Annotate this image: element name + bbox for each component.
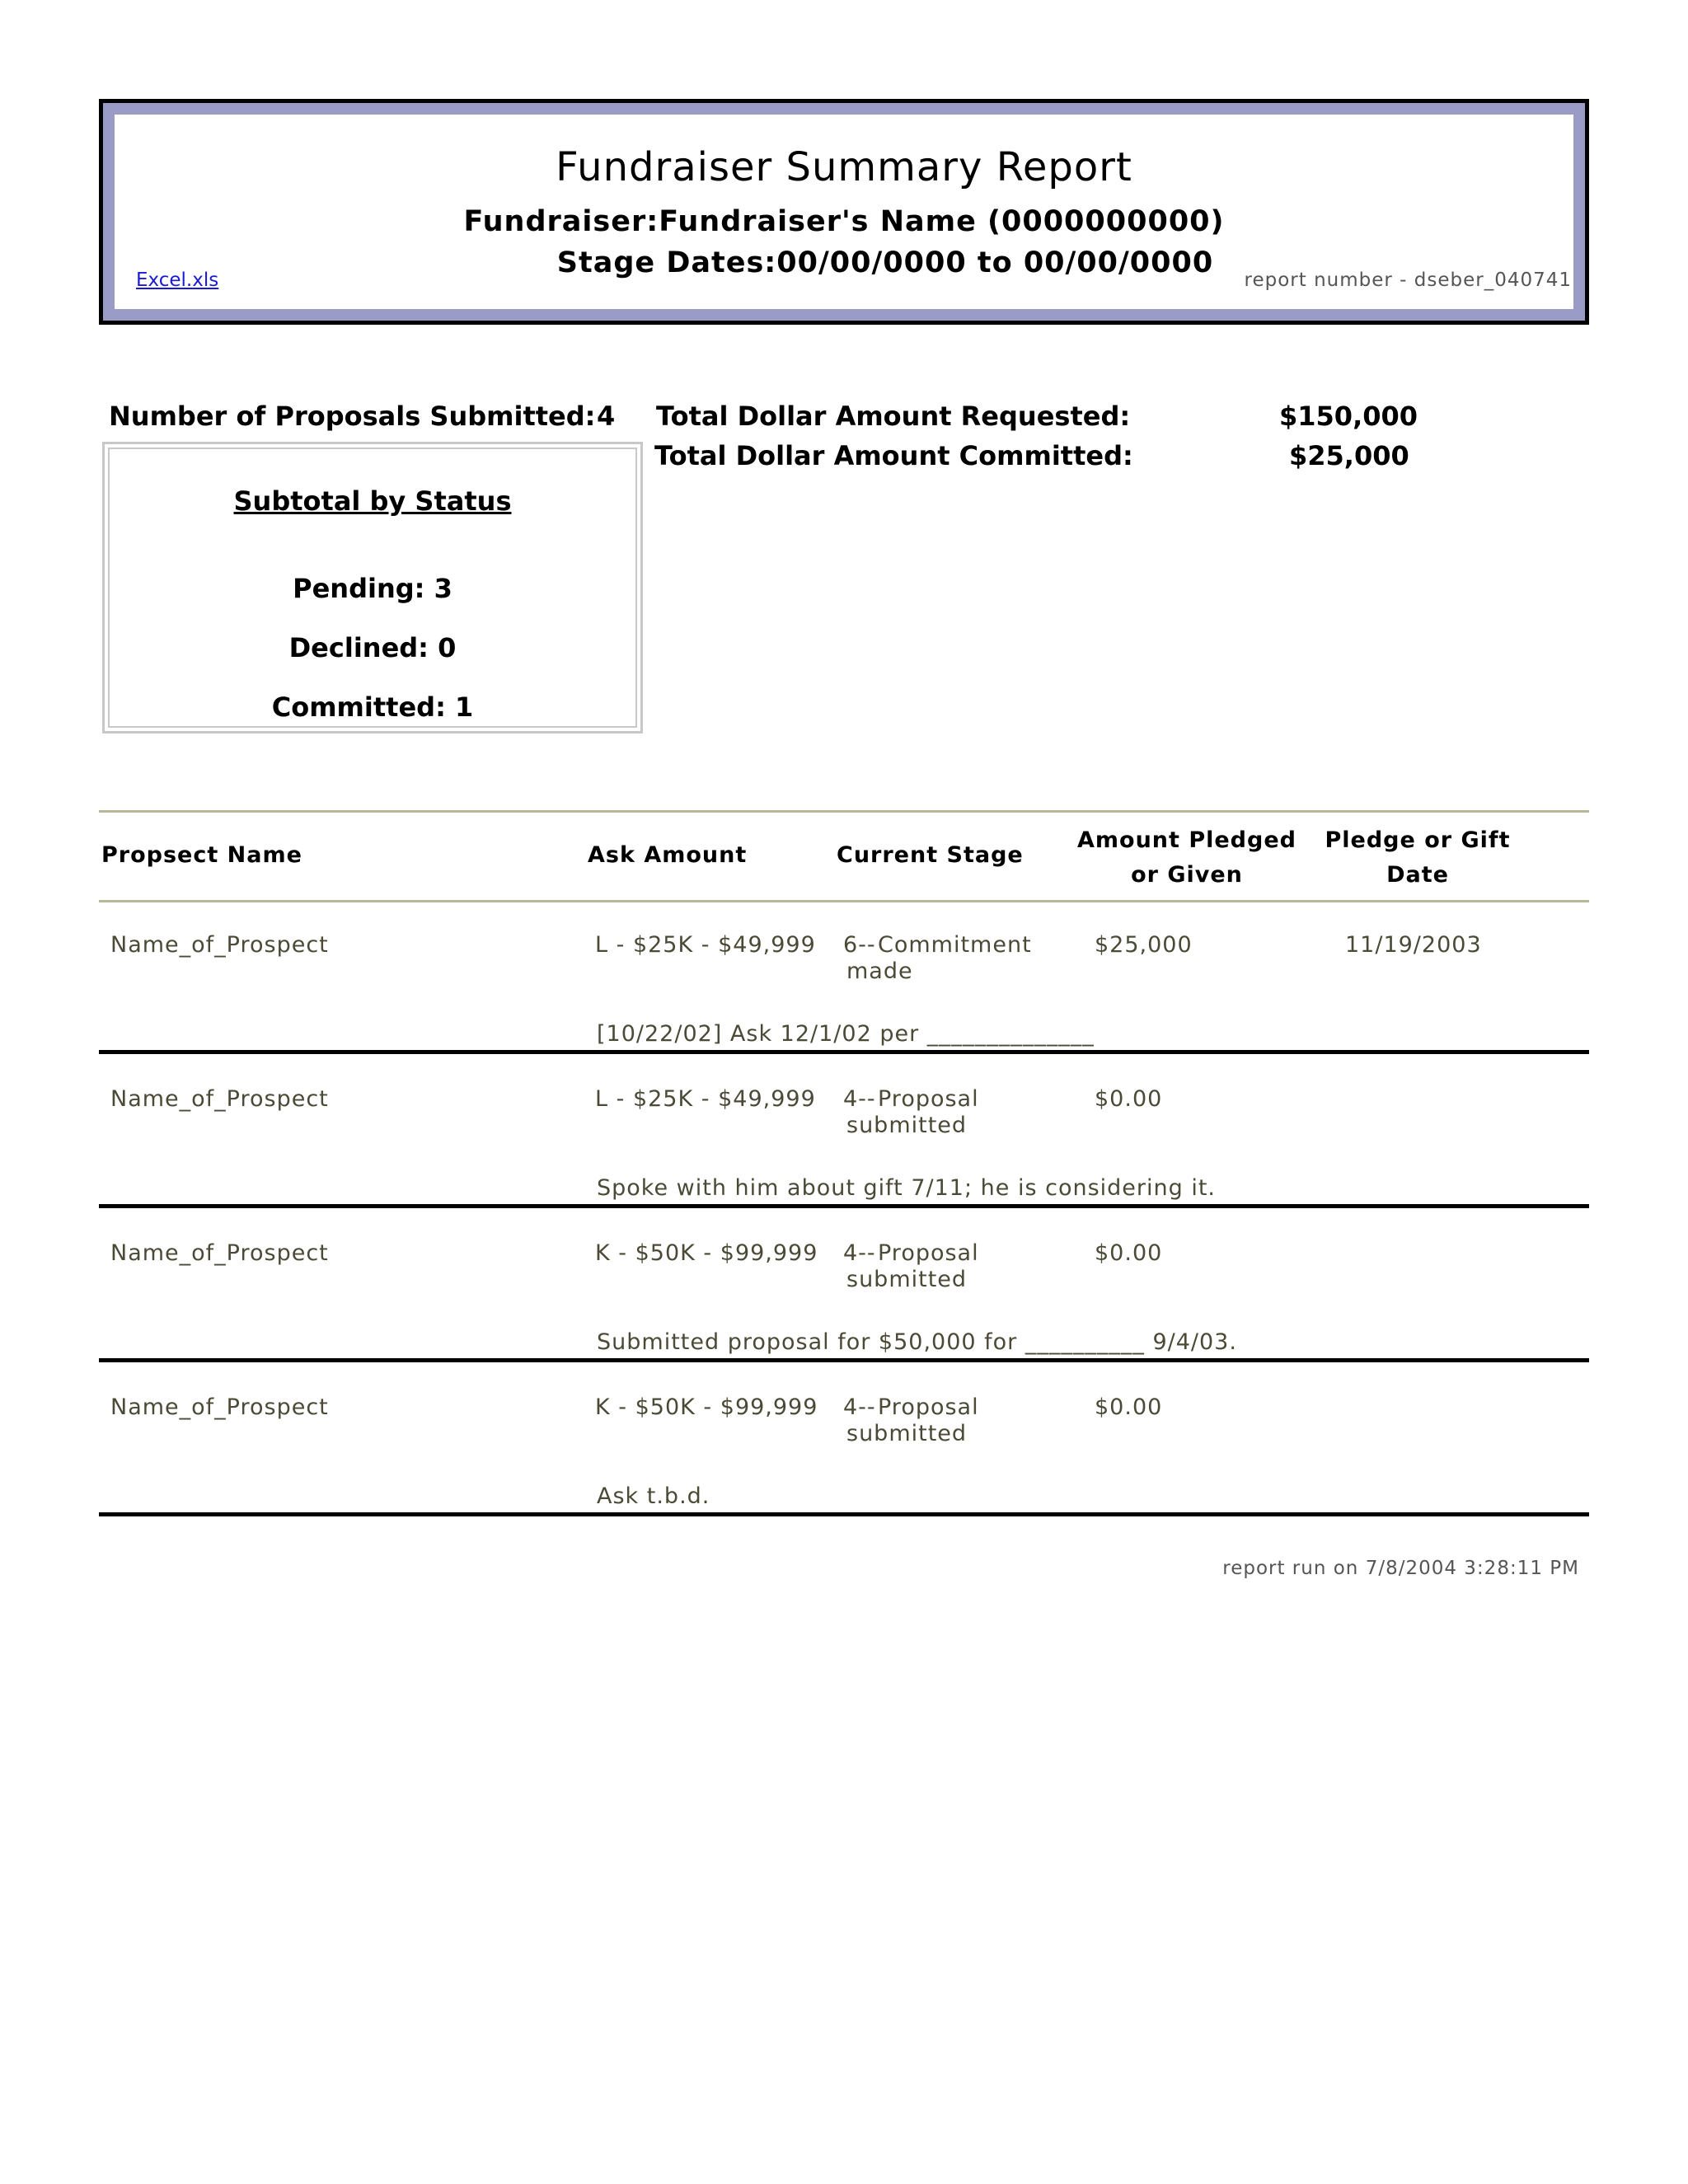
proposals-submitted-value: 4 xyxy=(597,401,616,432)
amount-pledged: $0.00 xyxy=(1095,1394,1163,1420)
column-header-prospect: Propsect Name xyxy=(101,842,302,868)
stage-name-line2: submitted xyxy=(846,1421,968,1446)
stage-name-line1: Proposal xyxy=(878,1240,979,1266)
stage-number: 6-- xyxy=(843,932,876,958)
report-number: report number - dseber_040741 xyxy=(1244,269,1572,291)
column-header-stage: Current Stage xyxy=(837,842,1024,868)
amount-requested-value: $150,000 xyxy=(1279,401,1418,432)
prospect-name: Name_of_Prospect xyxy=(110,1394,329,1420)
prospect-name: Name_of_Prospect xyxy=(110,1240,329,1266)
prospect-note: Ask t.b.d. xyxy=(597,1483,710,1509)
prospect-note: Spoke with him about gift 7/11; he is considering it. xyxy=(597,1175,1217,1201)
stage-name-line2: submitted xyxy=(846,1113,968,1138)
column-header-pledged xyxy=(1071,823,1302,893)
ask-amount: K - $50K - $99,999 xyxy=(595,1240,818,1266)
subtotal-by-status-inner xyxy=(108,448,637,728)
ask-amount: L - $25K - $49,999 xyxy=(595,932,816,958)
stage-name-line2: made xyxy=(846,958,913,984)
status-declined: Declined: 0 xyxy=(288,632,457,663)
stage-number: 4-- xyxy=(843,1086,876,1112)
subtotal-by-status-box xyxy=(102,442,643,733)
fundraiser-name: Fundraiser:Fundraiser's Name (0000000000) xyxy=(463,205,1225,238)
status-pending: Pending: 3 xyxy=(293,573,452,604)
report-header-inner xyxy=(115,115,1573,309)
report-title: Fundraiser Summary Report xyxy=(556,144,1132,190)
prospect-name: Name_of_Prospect xyxy=(110,1086,329,1112)
prospect-note: Submitted proposal for $50,000 for __________ 9/4/03. xyxy=(597,1329,1237,1355)
report-header xyxy=(99,99,1589,325)
amount-pledged: $25,000 xyxy=(1095,932,1193,958)
report-run-timestamp: report run on 7/8/2004 3:28:11 PM xyxy=(1222,1558,1579,1579)
ask-amount: K - $50K - $99,999 xyxy=(595,1394,818,1420)
prospect-note: [10/22/02] Ask 12/1/02 per ______________ xyxy=(597,1021,1095,1047)
stage-name-line2: submitted xyxy=(846,1267,968,1292)
stage-number: 4-- xyxy=(843,1394,876,1420)
table-header-rule xyxy=(99,900,1589,902)
amount-requested-label: Total Dollar Amount Requested: xyxy=(656,401,1131,432)
stage-dates: Stage Dates:00/00/0000 to 00/00/0000 xyxy=(556,246,1214,279)
pledge-date: 11/19/2003 xyxy=(1345,932,1482,958)
proposals-submitted-label: Number of Proposals Submitted: xyxy=(109,401,596,432)
row-separator xyxy=(99,1512,1589,1516)
prospect-name: Name_of_Prospect xyxy=(110,932,329,958)
column-header-date xyxy=(1319,823,1517,893)
row-separator xyxy=(99,1050,1589,1054)
ask-amount: L - $25K - $49,999 xyxy=(595,1086,816,1112)
amount-committed-label: Total Dollar Amount Committed: xyxy=(654,440,1133,471)
column-header-pledged-line2: or Given xyxy=(1131,862,1243,888)
column-header-ask: Ask Amount xyxy=(588,842,748,868)
column-header-pledged-line1: Amount Pledged xyxy=(1077,827,1296,853)
stage-number: 4-- xyxy=(843,1240,876,1266)
amount-pledged: $0.00 xyxy=(1095,1086,1163,1112)
stage-name-line1: Proposal xyxy=(878,1394,979,1420)
column-header-date-line1: Pledge or Gift xyxy=(1325,827,1511,853)
stage-name-line1: Commitment xyxy=(878,932,1032,958)
row-separator xyxy=(99,1358,1589,1362)
status-committed: Committed: 1 xyxy=(271,691,474,723)
amount-committed-value: $25,000 xyxy=(1289,440,1409,471)
amount-pledged: $0.00 xyxy=(1095,1240,1163,1266)
column-header-date-line2: Date xyxy=(1386,862,1449,888)
subtotal-by-status-title: Subtotal by Status xyxy=(233,485,512,517)
excel-export-link[interactable]: Excel.xls xyxy=(136,269,219,291)
table-top-rule xyxy=(99,810,1589,813)
stage-name-line1: Proposal xyxy=(878,1086,979,1112)
row-separator xyxy=(99,1204,1589,1208)
